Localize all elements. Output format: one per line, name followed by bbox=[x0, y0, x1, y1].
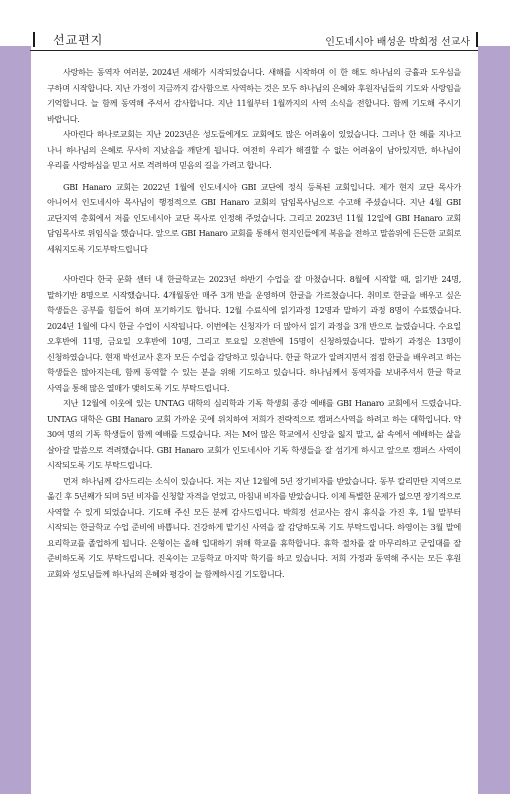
paragraph-greeting: 사랑하는 동역자 여러분, 2024년 새해가 시작되었습니다. 새해를 시작하며 이 한 해도 하나님의 긍휼과 도우심을 구하며 시작합니다. 지난 가정이 지금까지 감사함으로 사역하는 것은 모두 하나님의 은혜와 후원자님들의 기도와 사랑임을 기억합니다. 늘 함께 동역해 주셔서 감사합니다. 지난 11월부터 1월까지의 사역 소식을 전합니다. 함께 기도해 주시기 바랍니다. bbox=[47, 67, 461, 124]
paragraph-gbi-hanaro: GBI Hanaro 교회는 2022년 1월에 인도네시아 GBI 교단에 정식 등록된 교회입니다. 제가 현지 교단 목사가 아니어서 인도네시아 목사님이 행정적으로 GBI Hanaro 교회의 담임목사님으로 수고해 주셨습니다. 지난 4월 GBI 교단지역 총회에서 저를 인도네시아 교단 목사로 인정해 주었습니다. 그리고 2023년 11월 12일에 GBI Hanaro 교회 담임목사로 위임식을 했습니다. 앞으로 GBI Hanaro 교회를 통해서 현지인들에게 복음을 전하고 말씀위에 든든한 교회로 세워지도록 기도부탁드립니다 bbox=[47, 181, 461, 254]
author-line: 인도네시아 배성운 박희정 선교사 bbox=[325, 37, 470, 48]
right-decorative-band bbox=[478, 46, 510, 794]
section-title: 선교편지 bbox=[53, 33, 104, 47]
paragraph-church-difficulties: 사마린다 하나로교회는 지난 2023년은 성도들에게도 교회에도 많은 어려움이 있었습니다. 그러나 한 해를 지나고 나니 하나님의 은혜로 무사히 지났음을 깨닫게 됩니다. 여전히 우리가 해결할 수 없는 어려움이 남아있지만, 하나님이 우리를 사랑하심을 믿고 서로 격려하며 믿음의 길을 가려고 합니다. bbox=[47, 129, 461, 170]
paragraph-untag-ministry: 지난 12월에 이웃에 있는 UNTAG 대학의 심리학과 기독 학생회 종강 예배를 GBI Hanaro 교회에서 드렸습니다. UNTAG 대학은 GBI Hanaro 교회 가까운 곳에 위치하여 저희가 전략적으로 캠퍼스사역을 하려고 하는 대학입니다. 약 30여 명의 기독 학생들이 함께 예배를 드렸습니다. 저는 M어 많은 학교에서 신앙을 잃지 말고, 삶 속에서 예배하는 삶을 살아갈 말씀으로 격려했습니다. GBI Hanaro 교회가 인도네시아 기독 학생들을 잘 섬기게 하시고 앞으로 캠퍼스 사역이 시작되도록 기도 부탁드립니다. bbox=[47, 398, 461, 470]
paragraph-family-news: 먼저 하나님께 감사드리는 소식이 있습니다. 저는 지난 12월에 5년 장기비자를 받았습니다. 동부 칼리만탄 지역으로 옮긴 후 5년째가 되며 5년 비자를 신청할 자격을 얻었고, 마침내 비자를 받았습니다. 이제 특별한 문제가 없으면 장기적으로 사역할 수 있게 되었습니다. 기도해 주신 모든 분께 감사드립니다. 박희정 선교사는 잠시 휴식을 가진 후, 1월 말부터 시작되는 한글학교 수업 준비에 바쁩니다. 건강하게 맡기신 사역을 잘 감당하도록 기도 부탁드립니다. 하영이는 3월 말에 요리학교를 졸업하게 됩니다. 은형이는 올해 입대하기 위해 학교를 휴학합니다. 휴학 절차를 잘 마무리하고 군입대를 잘 준비하도록 기도 부탁드립니다. 진욱이는 고등학교 마지막 학기를 하고 있습니다. 저희 가정과 동역해 주시는 모든 후원 교회와 성도님들께 하나님의 은혜와 평강이 늘 함께하시길 기도합니다. bbox=[47, 475, 461, 579]
left-decorative-band bbox=[0, 46, 31, 794]
header-left-bar bbox=[33, 32, 35, 47]
letter-body bbox=[47, 65, 461, 582]
letter-header bbox=[30, 30, 478, 51]
header-right-bar bbox=[476, 32, 478, 47]
paragraph-korean-school: 사마린다 한국 문화 센터 내 한글학교는 2023년 하반기 수업을 잘 마쳤습니다. 8월에 시작할 때, 읽기반 24명, 말하기반 8명으로 시작했습니다. 4개월동안 매주 3개 반을 운영하며 한글을 가르쳤습니다. 취미로 한글을 배우고 싶은 학생들은 공부를 힘들어 하며 포기하기도 합니다. 12월 수료식에 읽기과정 12명과 말하기 과정 8명이 수료했습니다. 2024년 1월에 다시 한글 수업이 시작됩니다. 이번에는 신청자가 더 많아서 읽기 과정을 3개 반으로 늘렸습니다. 수요일 오후반에 11명, 금요일 오후반에 10명, 그리고 토요일 오전반에 15명이 신청하였습니다. 말하기 과정은 13명이 신청하였습니다. 현재 박선교사 혼자 모든 수업을 감당하고 있습니다. 한글 학교가 알려지면서 점점 한글을 배우려고 하는 학생들은 많아지는데, 함께 동역할 수 있는 분을 위해 기도하고 있습니다. 하나님께서 동역자를 보내주셔서 한글 학교 사역을 통해 많은 열매가 맺히도록 기도 부탁드립니다. bbox=[47, 274, 461, 393]
